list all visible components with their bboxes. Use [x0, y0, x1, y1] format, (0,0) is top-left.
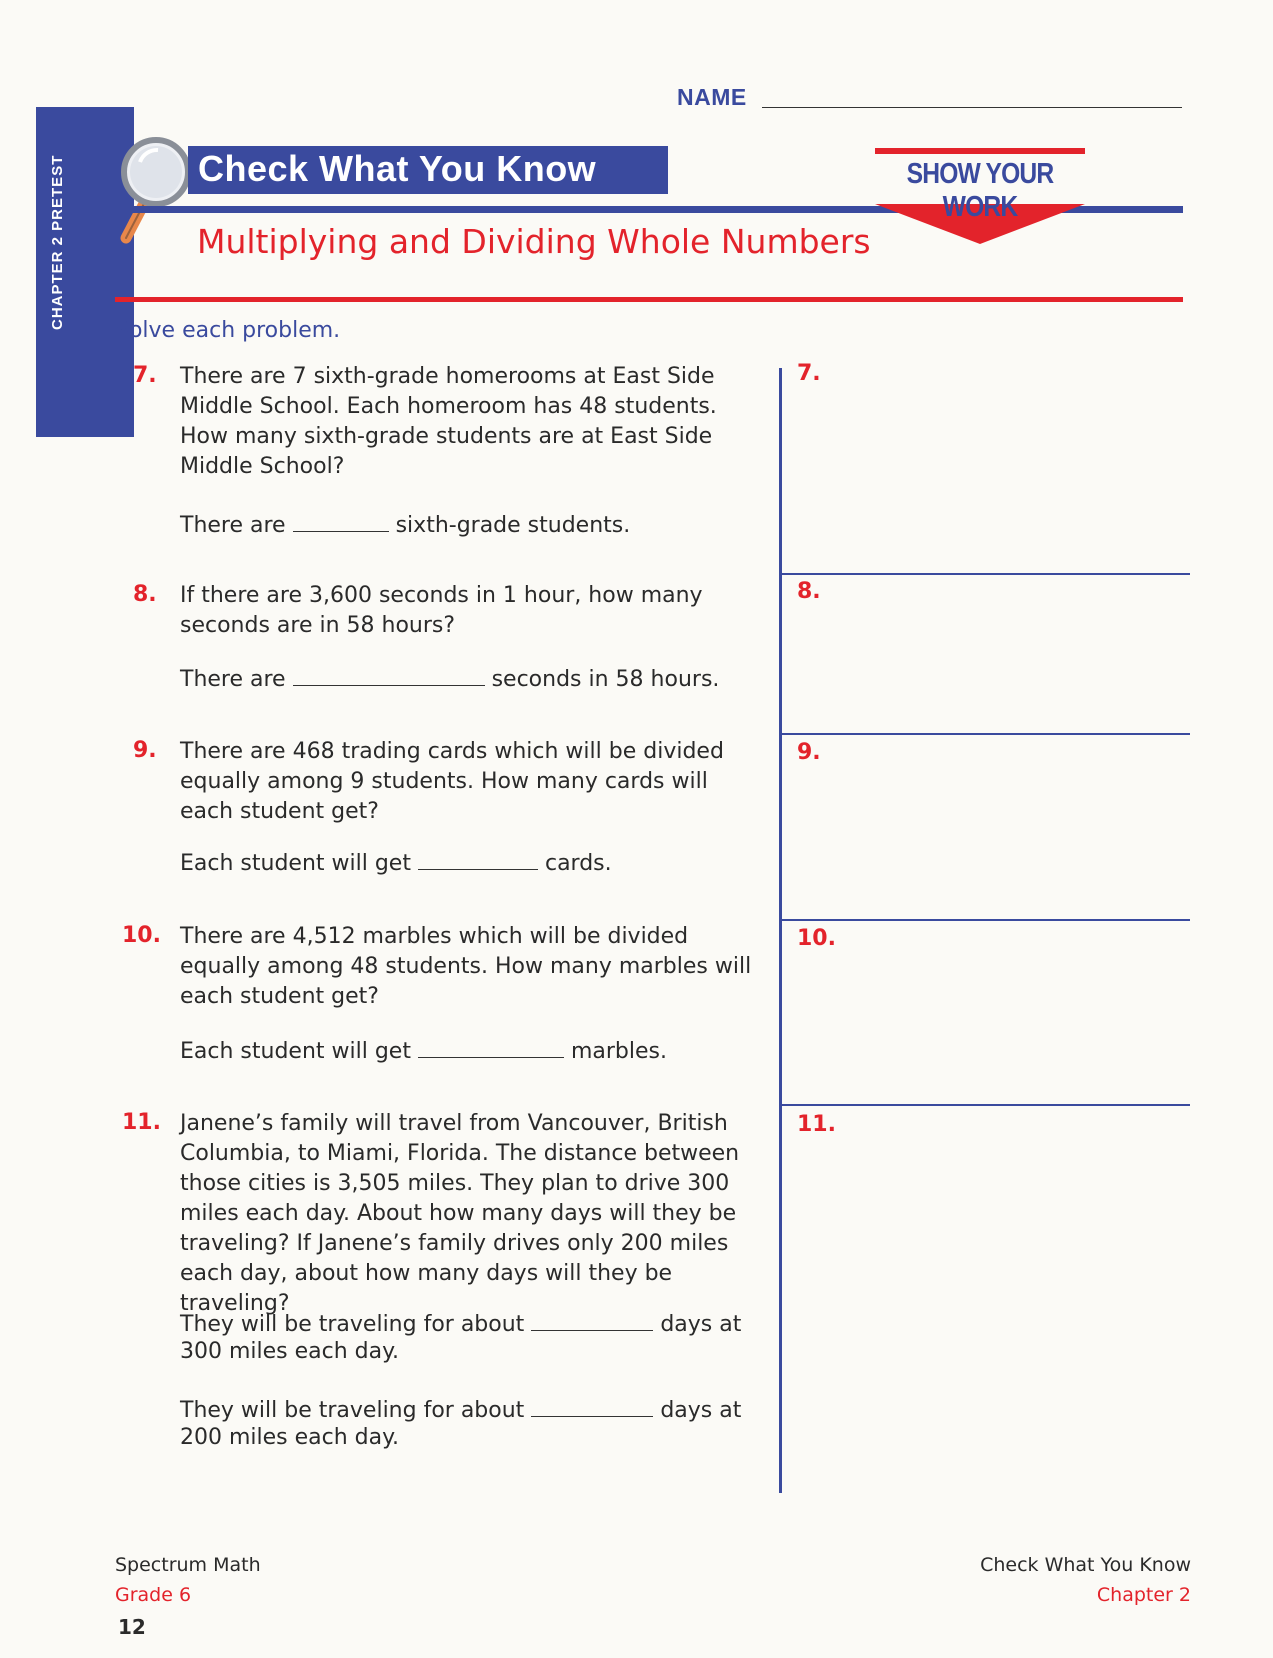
work-divider: [779, 733, 1190, 735]
answer-suffix: days at: [660, 1398, 742, 1423]
footer-section: Check What You Know: [980, 1554, 1191, 1576]
work-divider: [779, 1104, 1190, 1106]
show-work-red-bar: [875, 148, 1085, 154]
problem-8-text: If there are 3,600 seconds in 1 hour, how many seconds are in 58 hours?: [180, 583, 703, 638]
work-area-8-label: 8.: [797, 579, 821, 604]
work-area-7-label: 7.: [797, 361, 821, 386]
problem-11-text: Janene’s family will travel from Vancouver, British Columbia, to Miami, Florida. The distance between those cities is 3,505 miles. They plan to drive 300 miles each day. About how many days will they be traveling? If Janene’s family drives only 200 miles each day, about how many days will they be traveling?: [180, 1111, 740, 1316]
page-title: Check What You Know: [198, 148, 597, 189]
answer-suffix: days at: [660, 1312, 742, 1337]
work-area-11-label: 11.: [797, 1112, 836, 1137]
answer-prefix: They will be traveling for about: [180, 1398, 525, 1423]
work-divider: [779, 919, 1190, 921]
problem-7-number: 7.: [133, 363, 157, 388]
answer-suffix: cards.: [544, 851, 612, 876]
show-your-work-label: SHOW YOUR WORK: [906, 158, 1054, 223]
footer-series: Spectrum Math: [115, 1554, 261, 1576]
problem-10-number: 10.: [122, 923, 161, 948]
problem-11-answer-a-line2: 300 miles each day.: [180, 1339, 400, 1364]
answer-blank[interactable]: [418, 849, 538, 870]
problem-10-answer: [180, 1037, 667, 1064]
work-area-10-label: 10.: [797, 926, 836, 951]
page-number: 12: [118, 1615, 146, 1639]
problem-7-text: There are 7 sixth-grade homerooms at East Side Middle School. Each homeroom has 48 students. How many sixth-grade students are at East Side Middle School?: [180, 364, 717, 479]
answer-suffix: seconds in 58 hours.: [491, 667, 720, 692]
answer-suffix: marbles.: [570, 1039, 667, 1064]
answer-prefix: There are: [180, 513, 286, 538]
problem-9-number: 9.: [133, 738, 157, 763]
problem-8-answer: [180, 665, 719, 692]
answer-prefix: Each student will get: [180, 1039, 411, 1064]
answer-prefix: They will be traveling for about: [180, 1312, 525, 1337]
problem-11-answer-a: [180, 1310, 741, 1337]
answer-suffix: sixth-grade students.: [395, 513, 631, 538]
instructions: Solve each problem.: [115, 318, 341, 343]
name-field-line[interactable]: [762, 107, 1182, 108]
problem-11-answer-b-line2: 200 miles each day.: [180, 1425, 400, 1450]
problem-7-answer: [180, 511, 630, 538]
magnifying-glass-icon: [112, 136, 194, 248]
answer-blank[interactable]: [531, 1310, 653, 1331]
work-area-9-label: 9.: [797, 740, 821, 765]
answer-prefix: Each student will get: [180, 851, 411, 876]
name-label: NAME: [677, 84, 747, 110]
footer-grade: Grade 6: [115, 1584, 192, 1606]
footer-chapter: Chapter 2: [1096, 1584, 1191, 1606]
answer-blank[interactable]: [293, 511, 389, 532]
work-divider: [779, 573, 1190, 575]
answer-blank[interactable]: [531, 1396, 653, 1417]
problem-9-text: There are 468 trading cards which will be divided equally among 9 students. How many cards will each student get?: [180, 739, 724, 824]
page-subtitle: Multiplying and Dividing Whole Numbers: [197, 222, 871, 261]
answer-blank[interactable]: [293, 665, 485, 686]
problem-11-number: 11.: [122, 1110, 161, 1135]
problem-8-number: 8.: [133, 582, 157, 607]
answer-prefix: There are: [180, 667, 286, 692]
problem-10-text: There are 4,512 marbles which will be divided equally among 48 students. How many marbles will each student get?: [180, 924, 752, 1009]
problem-11-answer-b: [180, 1396, 741, 1423]
header-red-rule: [115, 297, 1183, 302]
work-column-divider: [779, 368, 782, 1493]
side-tab-label: CHAPTER 2 PRETEST: [49, 154, 66, 330]
answer-blank[interactable]: [418, 1037, 564, 1058]
problem-9-answer: [180, 849, 612, 876]
